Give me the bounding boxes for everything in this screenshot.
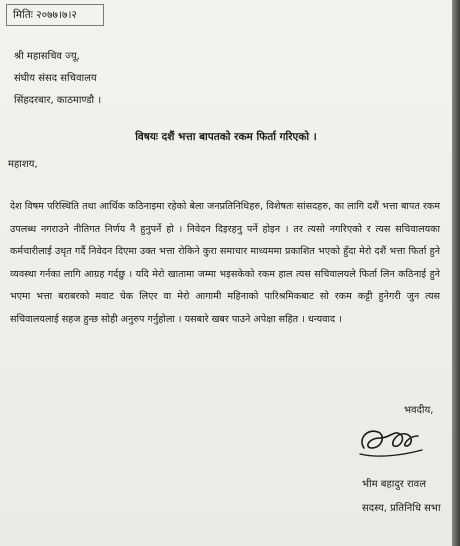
recipient-line-1: श्री महासचिव ज्यू, bbox=[14, 51, 80, 62]
recipient-line-2: संघीय संसद सचिवालय bbox=[14, 73, 97, 84]
handwritten-signature bbox=[356, 418, 426, 466]
signatory-title: सदस्य, प्रतिनिधि सभा bbox=[362, 503, 441, 514]
recipient-address bbox=[14, 46, 101, 112]
subject-line: विषयः दशैं भत्ता बापतको रकम फिर्ता गरिएको । bbox=[135, 131, 317, 143]
salutation: महाशय, bbox=[8, 159, 38, 170]
date-field: मितिः २०७७।७।२ bbox=[6, 4, 104, 26]
page-edge-shadow bbox=[452, 0, 460, 546]
recipient-line-3: सिंहदरबार, काठमाण्डौ । bbox=[14, 95, 102, 106]
letter-body: देश विषम परिस्थिति तथा आर्थिक कठिनाइमा रहेको बेला जनप्रतिनिधिहरु, विशेषतः सांसदहरु, का लागि दशैं भत्ता बापत रकम उपलब्ध नगराउने नीतिगत निर्णय नै हुनुपर्ने हो । निवेदन दिइरहनु पर्ने होइन । तर त्यसो नगरिएको र त्यस सचिवालयका कर्मचारीलाई उधृत गर्दै निवेदन दिएमा उक्त भत्ता रोकिने कुरा समाचार माध्यममा प्रकाशित भएको हुँदा मेरो दशैं भत्ता फिर्ता हुने व्यवस्था गर्नका लागि आग्रह गर्दछु । यदि मेरो खातामा जम्मा भइसकेको रकम हाल त्यस सचिवालयले फिर्ता लिन कठिनाई हुने भएमा भत्ता बराबरको मवाट चेक लिएर वा मेरो आगामी महिनाको पारिश्रमिकबाट सो रकम कट्टी हुनेगरी जुन त्यस सचिवालयलाई सहज हुन्छ सोही अनुरुप गर्नुहोला । यसबारे खबर पाउने अपेक्षा सहित । धन्यवाद । bbox=[10, 201, 440, 325]
closing: भवदीय, bbox=[404, 405, 434, 416]
signatory-name: भीम बहादुर रावल bbox=[362, 479, 426, 490]
